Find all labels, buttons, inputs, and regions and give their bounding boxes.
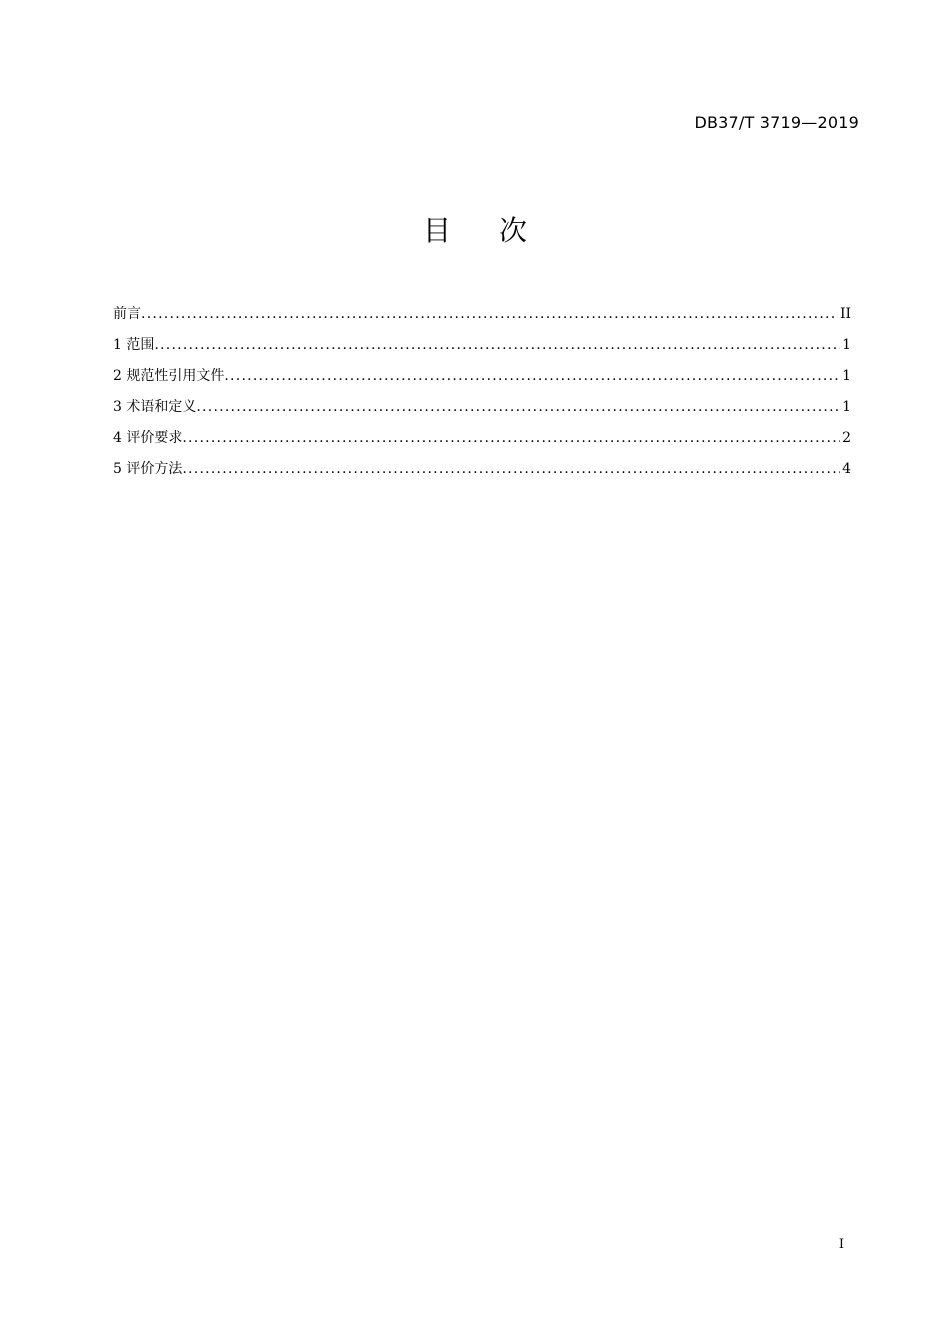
toc-entry-label: 1 范围 xyxy=(113,337,155,353)
table-of-contents xyxy=(113,302,851,488)
toc-entry-normative-references[interactable] xyxy=(113,364,851,395)
toc-dot-leader xyxy=(154,333,840,357)
page-number: I xyxy=(838,1237,844,1252)
toc-entry-label: 3 术语和定义 xyxy=(113,399,197,415)
toc-dot-leader xyxy=(196,395,840,419)
toc-dot-leader xyxy=(224,364,840,388)
toc-dot-leader xyxy=(182,457,840,481)
toc-entry-page: 1 xyxy=(842,399,851,415)
toc-dot-leader xyxy=(182,426,840,450)
toc-entry-scope[interactable] xyxy=(113,333,851,364)
toc-entry-label: 5 评价方法 xyxy=(113,461,183,477)
toc-entry-evaluation-methods[interactable] xyxy=(113,457,851,488)
toc-entry-label: 前言 xyxy=(113,306,141,322)
toc-entry-page: II xyxy=(839,306,851,322)
toc-entry-foreword[interactable] xyxy=(113,302,851,333)
toc-dot-leader xyxy=(141,302,838,326)
toc-entry-page: 4 xyxy=(842,461,851,477)
toc-entry-page: 1 xyxy=(842,368,851,384)
toc-title: 目次 xyxy=(422,214,575,247)
toc-entry-page: 2 xyxy=(842,430,851,446)
toc-entry-label: 4 评价要求 xyxy=(113,430,183,446)
toc-entry-label: 2 规范性引用文件 xyxy=(113,368,225,384)
toc-entry-page: 1 xyxy=(842,337,851,353)
toc-entry-evaluation-requirements[interactable] xyxy=(113,426,851,457)
toc-entry-terms-definitions[interactable] xyxy=(113,395,851,426)
document-code: DB37/T 3719—2019 xyxy=(694,113,859,132)
